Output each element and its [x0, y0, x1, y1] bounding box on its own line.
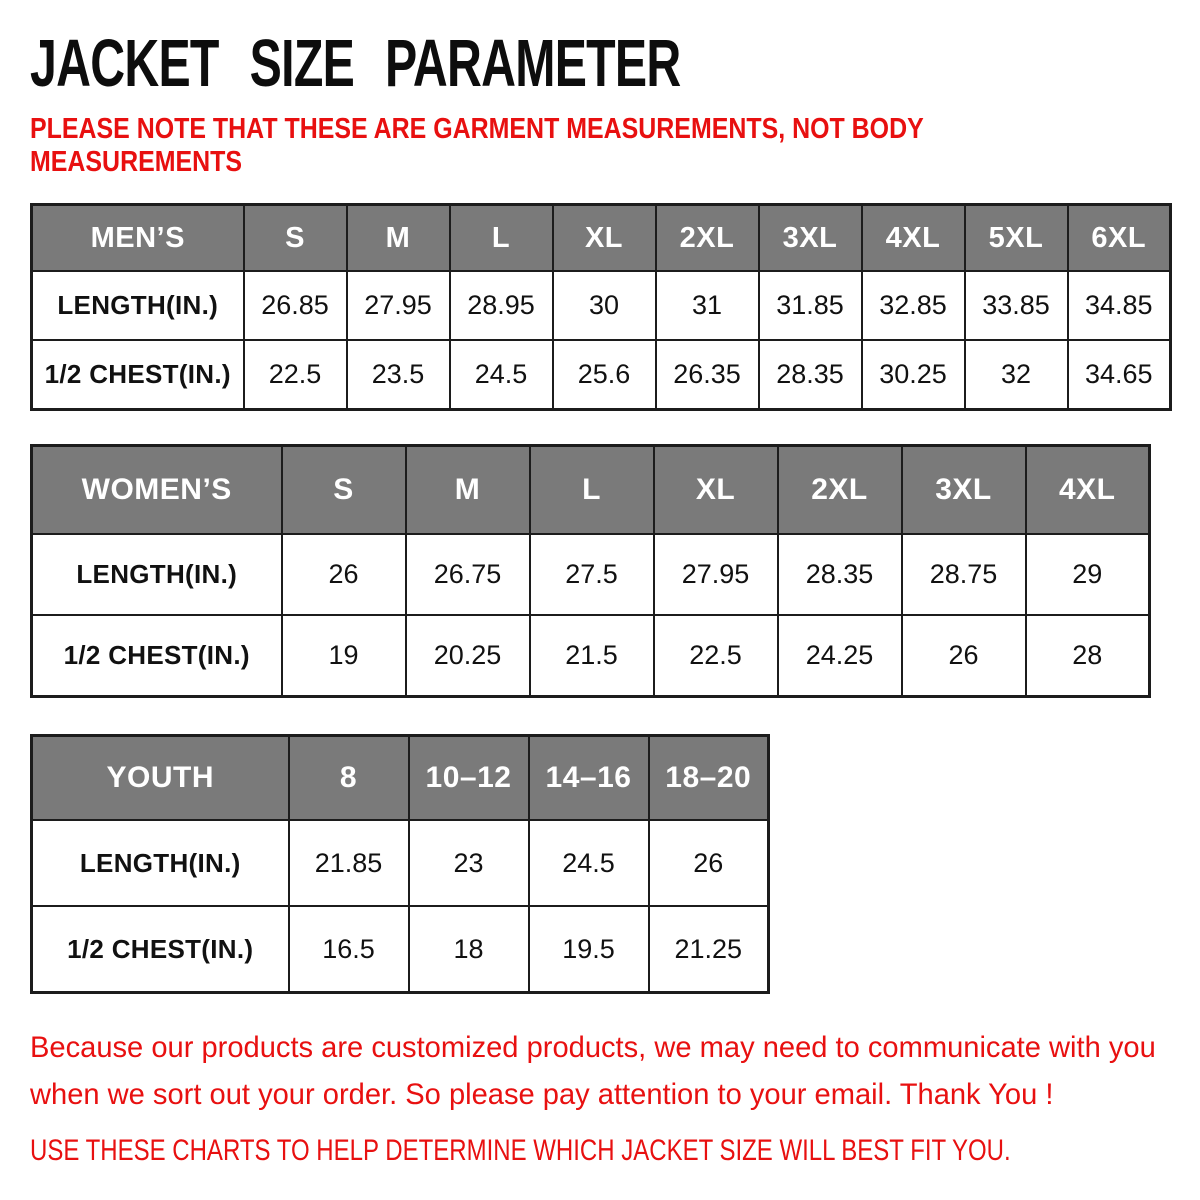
value-cell: 26 [282, 534, 406, 615]
value-cell: 29 [1026, 534, 1150, 615]
value-cell: 28.95 [450, 271, 553, 340]
value-cell: 28.75 [902, 534, 1026, 615]
size-header-cell: 6XL [1068, 205, 1171, 272]
note-line-1: PLEASE NOTE THAT THESE ARE GARMENT MEASUREMENTS, NOT BODY [30, 113, 924, 145]
value-cell: 25.6 [553, 340, 656, 410]
value-cell: 28.35 [778, 534, 902, 615]
value-cell: 34.65 [1068, 340, 1171, 410]
womens-chest-row [32, 615, 1150, 697]
value-cell: 24.5 [450, 340, 553, 410]
customization-notice-line-1: Because our products are customized products, we may need to communicate with you [30, 1031, 1156, 1064]
value-cell: 31.85 [759, 271, 862, 340]
size-header-cell: 4XL [862, 205, 965, 272]
mens-header-row [32, 205, 1171, 272]
value-cell: 22.5 [244, 340, 347, 410]
value-cell: 33.85 [965, 271, 1068, 340]
value-cell: 27.95 [654, 534, 778, 615]
value-cell: 19 [282, 615, 406, 697]
row-label: LENGTH(IN.) [32, 820, 289, 906]
customization-notice [30, 1024, 1156, 1118]
youth-header-row [32, 736, 769, 821]
value-cell: 18 [409, 906, 529, 993]
value-cell: 31 [656, 271, 759, 340]
size-header-cell: 4XL [1026, 446, 1150, 535]
size-header-cell: XL [553, 205, 656, 272]
size-header-cell: 14–16 [529, 736, 649, 821]
value-cell: 21.85 [289, 820, 409, 906]
size-header-cell: 2XL [656, 205, 759, 272]
value-cell: 21.25 [649, 906, 769, 993]
row-label: 1/2 CHEST(IN.) [32, 340, 244, 410]
page-title: JACKET SIZE PARAMETER [30, 26, 681, 101]
size-header-cell: S [244, 205, 347, 272]
value-cell: 32.85 [862, 271, 965, 340]
value-cell: 26.75 [406, 534, 530, 615]
value-cell: 19.5 [529, 906, 649, 993]
mens-length-row [32, 271, 1171, 340]
youth-table-title-cell: YOUTH [32, 736, 289, 821]
row-label: 1/2 CHEST(IN.) [32, 906, 289, 993]
youth-length-row [32, 820, 769, 906]
value-cell: 26 [649, 820, 769, 906]
value-cell: 24.25 [778, 615, 902, 697]
size-header-cell: L [450, 205, 553, 272]
value-cell: 30 [553, 271, 656, 340]
size-header-cell: 10–12 [409, 736, 529, 821]
size-header-cell: M [406, 446, 530, 535]
mens-chest-row [32, 340, 1171, 410]
value-cell: 27.95 [347, 271, 450, 340]
value-cell: 24.5 [529, 820, 649, 906]
mens-table-title-cell: MEN’S [32, 205, 244, 272]
size-header-cell: 3XL [759, 205, 862, 272]
value-cell: 28 [1026, 615, 1150, 697]
value-cell: 23.5 [347, 340, 450, 410]
row-label: 1/2 CHEST(IN.) [32, 615, 282, 697]
size-header-cell: 2XL [778, 446, 902, 535]
value-cell: 27.5 [530, 534, 654, 615]
womens-size-table [30, 444, 1151, 698]
value-cell: 26.85 [244, 271, 347, 340]
value-cell: 26 [902, 615, 1026, 697]
customization-notice-line-2: when we sort out your order. So please pay attention to your email. Thank You ! [30, 1078, 1054, 1111]
value-cell: 23 [409, 820, 529, 906]
size-header-cell: 5XL [965, 205, 1068, 272]
value-cell: 32 [965, 340, 1068, 410]
size-header-cell: 3XL [902, 446, 1026, 535]
note-line-2: MEASUREMENTS [30, 146, 243, 178]
size-header-cell: XL [654, 446, 778, 535]
value-cell: 22.5 [654, 615, 778, 697]
size-header-cell: L [530, 446, 654, 535]
womens-header-row [32, 446, 1150, 535]
value-cell: 28.35 [759, 340, 862, 410]
youth-chest-row [32, 906, 769, 993]
row-label: LENGTH(IN.) [32, 271, 244, 340]
mens-size-table [30, 203, 1172, 411]
size-header-cell: M [347, 205, 450, 272]
youth-size-table [30, 734, 770, 994]
value-cell: 16.5 [289, 906, 409, 993]
value-cell: 26.35 [656, 340, 759, 410]
value-cell: 34.85 [1068, 271, 1171, 340]
chart-usage-instruction: USE THESE CHARTS TO HELP DETERMINE WHICH JACKET SIZE WILL BEST FIT YOU. [30, 1134, 1011, 1167]
womens-length-row [32, 534, 1150, 615]
womens-table-title-cell: WOMEN’S [32, 446, 282, 535]
size-header-cell: S [282, 446, 406, 535]
garment-measurement-note [30, 113, 1019, 179]
size-header-cell: 18–20 [649, 736, 769, 821]
size-header-cell: 8 [289, 736, 409, 821]
row-label: LENGTH(IN.) [32, 534, 282, 615]
value-cell: 21.5 [530, 615, 654, 697]
value-cell: 30.25 [862, 340, 965, 410]
value-cell: 20.25 [406, 615, 530, 697]
